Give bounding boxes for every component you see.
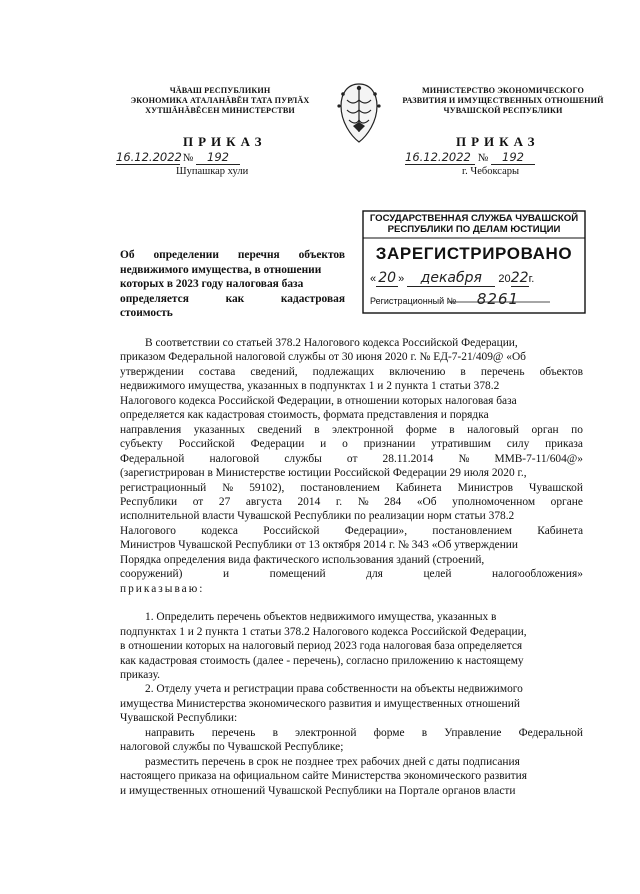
stamp-year-prefix: 20 xyxy=(498,273,511,285)
title-line: стоимость xyxy=(120,307,173,320)
body-word: приказа xyxy=(545,438,583,451)
stamp-reg-number: 8261 xyxy=(476,290,520,308)
number-sign: № xyxy=(477,152,489,164)
title-word: кадастровая xyxy=(280,292,345,305)
body-word: Федеральной xyxy=(120,452,185,465)
body-word: ММВ-7-11/604@» xyxy=(494,452,583,465)
stamp-quote-close: » xyxy=(398,273,405,285)
body-line xyxy=(120,481,583,495)
order-number-right: 192 xyxy=(491,150,535,165)
body-line: и имущественных отношений Чувашской Республики на Портале органов власти xyxy=(120,784,516,797)
body-word: кодекса xyxy=(201,524,238,537)
body-word: направления xyxy=(120,423,182,436)
body-line: (зарегистрирован в Министерстве юстиции Российской Федерации 29 июля 2020 г., xyxy=(120,467,527,480)
body-word: 59102), xyxy=(249,481,285,494)
city-chuvash: Шупашкар хули xyxy=(176,166,249,177)
stamp-registered: ЗАРЕГИСТРИРОВАНО xyxy=(375,244,573,263)
body-word: электронной xyxy=(295,726,357,739)
stamp-heading-line: РЕСПУБЛИКИ ПО ДЕЛАМ ЮСТИЦИИ xyxy=(387,224,561,235)
body-word: утверждении xyxy=(120,365,184,378)
body-word: в xyxy=(449,423,455,436)
body-word: перечень xyxy=(211,726,256,739)
body-line: недвижимого имущества, указанных в подпунктах 1 и 2 пункта 1 статьи 378.2 xyxy=(120,380,500,393)
body-word: признании xyxy=(363,438,416,451)
body-line: как кадастровая стоимость (далее - перечень), согласно приложению к настоящему xyxy=(120,654,524,667)
body-word: службы xyxy=(284,452,322,465)
body-word: Республики xyxy=(120,495,178,508)
body-word: силу xyxy=(506,438,530,451)
body-word: № xyxy=(357,495,369,508)
header-left-line: ЧĂВАШ РЕСПУБЛИКИН xyxy=(169,86,271,95)
body-word: по xyxy=(571,423,583,436)
body-word: о xyxy=(342,438,348,451)
body-line: налоговой службы по Чувашской Республике; xyxy=(120,741,344,754)
body-word: налогообложения» xyxy=(492,568,583,581)
body-line: настоящего приказа на официальном сайте Министерства экономического развития xyxy=(120,770,527,783)
order-date-right: 16.12.2022 xyxy=(405,150,475,165)
order-date-left: 16.12.2022 xyxy=(116,150,182,164)
body-line xyxy=(120,437,583,451)
body-line xyxy=(120,452,583,466)
body-word: сооружений) xyxy=(120,568,183,581)
order-body-text xyxy=(120,336,583,798)
body-word: «Об xyxy=(416,495,437,508)
body-line xyxy=(120,524,583,538)
body-word: электронной xyxy=(332,423,394,436)
body-word: 284 xyxy=(384,495,402,508)
body-line: Порядка определения вида фактического использования зданий (строений, xyxy=(120,553,485,566)
body-line: 2. Отделу учета и регистрации права собственности на объекты недвижимого xyxy=(145,683,523,696)
body-word: утратившим xyxy=(431,438,491,451)
body-line xyxy=(120,596,583,610)
body-word: налоговый xyxy=(467,423,519,436)
body-word: перечень xyxy=(480,365,525,378)
body-word: целей xyxy=(423,568,452,581)
body-word: Российской xyxy=(263,524,320,537)
body-word: Федерации», xyxy=(344,524,408,537)
title-line: недвижимого имущества, в отношении xyxy=(120,263,322,276)
body-line: Налогового кодекса Российской Федерации, в отношении которых налоговая база xyxy=(120,394,517,407)
body-word: г. xyxy=(335,495,343,508)
header-right-line: ЧУВАШСКОЙ РЕСПУБЛИКИ xyxy=(443,106,563,115)
body-word: помещений xyxy=(269,568,326,581)
body-word: и xyxy=(320,438,327,451)
body-word: налоговой xyxy=(209,452,260,465)
body-line: приказом Федеральной налоговой службы от 30 июня 2020 г. № ЕД-7-21/409@ «Об xyxy=(120,351,526,364)
stamp-month: декабря xyxy=(407,270,495,287)
ministry-name-chuvash xyxy=(108,86,332,116)
body-word: постановлением xyxy=(300,481,380,494)
body-word: в xyxy=(460,365,466,378)
body-word: Управление xyxy=(444,726,502,739)
body-line: в отношении которых на налоговый период 2023 года налоговая база определяется xyxy=(120,640,523,653)
body-line xyxy=(120,365,583,379)
stamp-heading-line: ГОСУДАРСТВЕННАЯ СЛУЖБА ЧУВАШСКОЙ xyxy=(369,213,579,224)
body-line: разместить перечень в срок не позднее трех рабочих дней с даты подписания xyxy=(145,755,520,768)
body-word: указанных xyxy=(193,423,245,436)
stamp-year-suffix: 22 xyxy=(510,270,529,286)
stamp-year-letter: г. xyxy=(528,273,535,285)
stamp-heading xyxy=(362,213,586,235)
body-word: от xyxy=(192,495,204,508)
title-line: которых в 2023 году налоговая база xyxy=(120,278,304,291)
body-line xyxy=(120,495,583,509)
body-word: постановлением xyxy=(432,524,512,537)
ministry-name-russian xyxy=(396,86,610,116)
stamp-quote-open: « xyxy=(370,273,377,285)
body-line xyxy=(120,423,583,437)
body-line: Чувашской Республики: xyxy=(120,712,238,725)
stamp-reg-label: Регистрационный № xyxy=(370,296,457,306)
order-subject-title xyxy=(120,248,345,321)
title-word: определяется xyxy=(120,292,189,305)
body-line xyxy=(120,726,583,740)
header-left-line: ЭКОНОМИКА АТАЛАНĂВĔН ТАТА ПУРЛĂХ xyxy=(130,96,310,105)
title-word: как xyxy=(225,292,245,305)
registration-stamp xyxy=(362,210,586,314)
body-line: имущества Министерства экономического развития и имущественных отношений xyxy=(120,697,520,710)
chuvash-coat-of-arms-icon xyxy=(333,80,385,146)
body-word: № xyxy=(222,481,234,494)
header-right-line: РАЗВИТИЯ И ИМУЩЕСТВЕННЫХ ОТНОШЕНИЙ xyxy=(402,96,604,105)
body-word: форме xyxy=(405,423,437,436)
body-line: В соответствии со статьей 378.2 Налогового кодекса Российской Федерации, xyxy=(145,337,518,349)
title-word: Об xyxy=(120,249,135,261)
body-word: Министров xyxy=(457,481,513,494)
body-word: в xyxy=(314,423,320,436)
body-word: от xyxy=(346,452,358,465)
body-word: для xyxy=(366,568,383,581)
order-date-number-right xyxy=(405,150,535,165)
body-word: августа xyxy=(245,495,282,508)
body-word: Российской xyxy=(178,438,235,451)
body-word: направить xyxy=(145,726,195,739)
header-left-line: ХУТШĂНĂВĔСЕН МИНИСТЕРСТВИ xyxy=(145,106,295,115)
title-line xyxy=(120,248,345,263)
title-word: перечня xyxy=(237,249,280,261)
body-word: субъекту xyxy=(120,438,163,451)
title-word: объектов xyxy=(298,249,345,261)
body-line: приказываю: xyxy=(120,582,205,595)
body-line: подпунктах 1 и 2 пункта 1 статьи 378.2 Налогового кодекса Российской Федерации, xyxy=(120,625,527,638)
body-word: 28.11.2014 xyxy=(382,452,434,465)
stamp-registration-number xyxy=(370,290,580,308)
stamp-date xyxy=(370,270,580,287)
body-word: регистрационный xyxy=(120,481,207,494)
body-word: включению xyxy=(389,365,446,378)
body-word: форме xyxy=(373,726,405,739)
body-word: состава xyxy=(198,365,236,378)
body-line: Министров Чувашской Республики от 13 октября 2014 г. № 343 «Об утверждении xyxy=(120,539,518,552)
title-word: определении xyxy=(153,249,219,261)
body-word: Федерации xyxy=(250,438,305,451)
body-word: подлежащих xyxy=(312,365,375,378)
body-word: 27 xyxy=(218,495,231,508)
body-word: Чувашской xyxy=(528,481,583,494)
order-date-number-left xyxy=(116,150,240,165)
body-word: орган xyxy=(531,423,559,436)
order-title-left: ПРИКАЗ xyxy=(183,134,267,149)
body-word: сведений, xyxy=(250,365,298,378)
order-number-left: 192 xyxy=(196,150,240,165)
body-word: органе xyxy=(550,495,583,508)
body-word: Налогового xyxy=(120,524,176,537)
body-word: Федеральной xyxy=(518,726,583,739)
body-word: уполномоченном xyxy=(452,495,536,508)
order-title-right: ПРИКАЗ xyxy=(456,134,540,149)
body-word: Кабинета xyxy=(537,524,583,537)
body-word: 2014 xyxy=(297,495,321,508)
stamp-day: 20 xyxy=(376,270,398,287)
body-word: в xyxy=(272,726,278,739)
body-word: объектов xyxy=(539,365,583,378)
body-line xyxy=(120,567,583,581)
body-line: определяется как кадастровая стоимость, формата представления и порядка xyxy=(120,409,489,422)
body-word: № xyxy=(458,452,470,465)
body-word: сведений xyxy=(257,423,302,436)
body-line: 1. Определить перечень объектов недвижимого имущества, указанных в xyxy=(145,611,497,624)
body-line: приказу. xyxy=(120,668,160,681)
body-word: и xyxy=(222,568,230,581)
title-line xyxy=(120,292,345,307)
number-sign: № xyxy=(182,152,194,164)
body-word: в xyxy=(421,726,428,739)
body-word: Кабинета xyxy=(395,481,442,494)
body-line: исполнительной власти Чувашской Республики по реализации норм статьи 378.2 xyxy=(120,510,515,523)
header-right-line: МИНИСТЕРСТВО ЭКОНОМИЧЕСКОГО xyxy=(421,86,585,95)
city-russian: г. Чебоксары xyxy=(462,166,520,177)
